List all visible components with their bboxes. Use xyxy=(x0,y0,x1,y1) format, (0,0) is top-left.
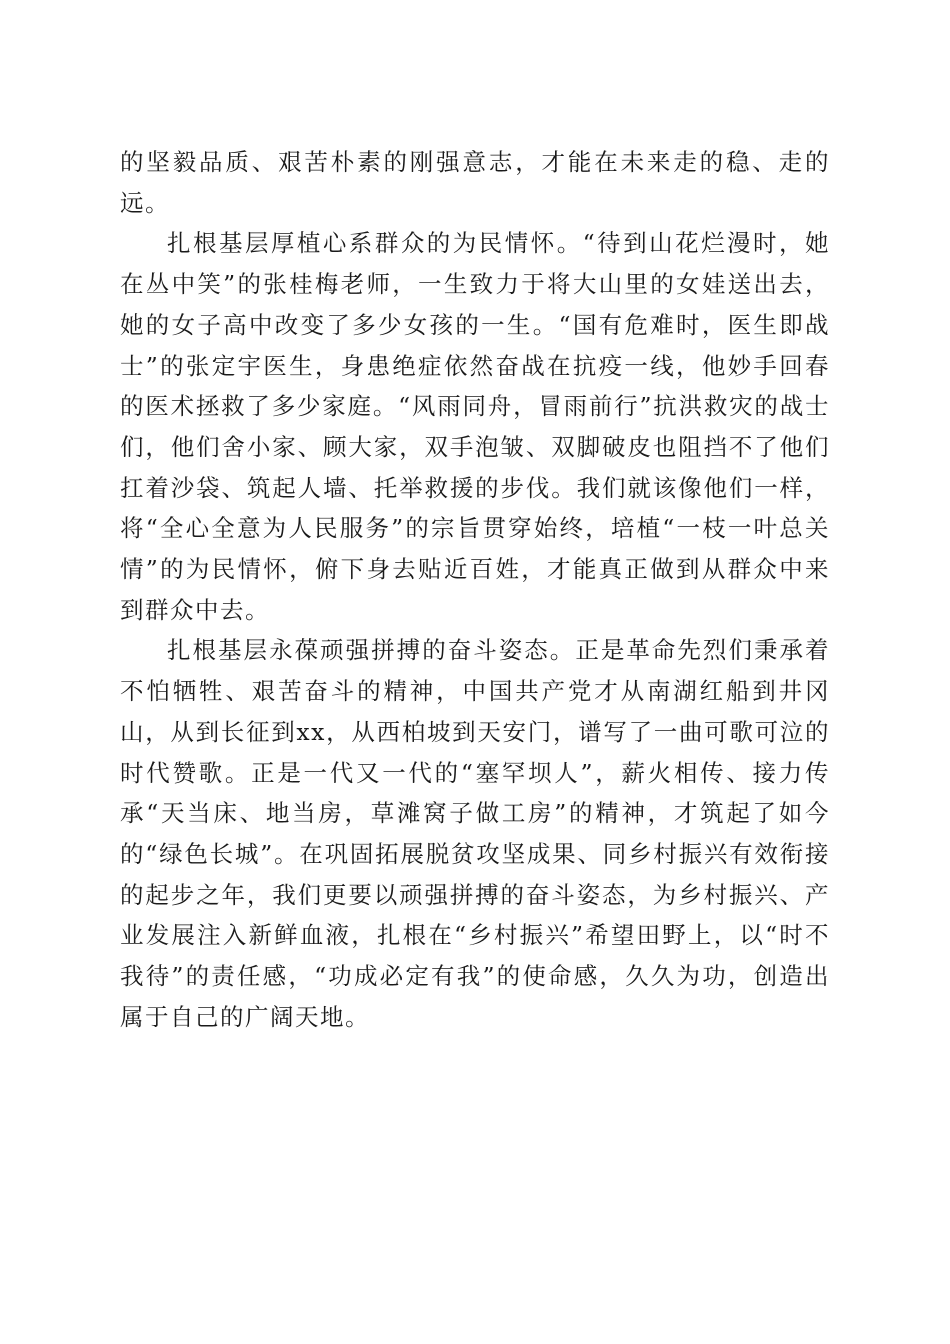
paragraph-people-sentiment: 扎根基层厚植心系群众的为民情怀。“待到山花烂漫时，她在丛中笑”的张桂梅老师，一生致力于将大山里的女娃送出去，她的女子高中改变了多少女孩的一生。“国有危难时，医生即战士”的张定宇医生，身患绝症依然奋战在抗疫一线，他妙手回春的医术拯救了多少家庭。“风雨同舟，冒雨前行”抗洪救灾的战士们，他们舍小家、顾大家，双手泡皱、双脚破皮也阻挡不了他们扛着沙袋、筑起人墙、托举救援的步伐。我们就该像他们一样，将“全心全意为人民服务”的宗旨贯穿始终，培植“一枝一叶总关情”的为民情怀，俯下身去贴近百姓，才能真正做到从群众中来到群众中去。 xyxy=(120,229,830,624)
paragraph-continuation: 的坚毅品质、艰苦朴素的刚强意志，才能在未来走的稳、走的远。 xyxy=(120,148,830,217)
document-body xyxy=(120,142,830,1037)
paragraph-struggle-attitude: 扎根基层永葆顽强拼搏的奋斗姿态。正是革命先烈们秉承着不怕牺牲、艰苦奋斗的精神，中国共产党才从南湖红船到井冈山，从到长征到xx，从西柏坡到天安门，谱写了一曲可歌可泣的时代赞歌。正是一代又一代的“塞罕坝人”，薪火相传、接力传承“天当床、地当房，草滩窝子做工房”的精神，才筑起了如今的“绿色长城”。在巩固拓展脱贫攻坚成果、同乡村振兴有效衔接的起步之年，我们更要以顽强拼搏的奋斗姿态，为乡村振兴、产业发展注入新鲜血液，扎根在“乡村振兴”希望田野上，以“时不我待”的责任感，“功成必定有我”的使命感，久久为功，创造出属于自己的广阔天地。 xyxy=(120,636,830,1031)
